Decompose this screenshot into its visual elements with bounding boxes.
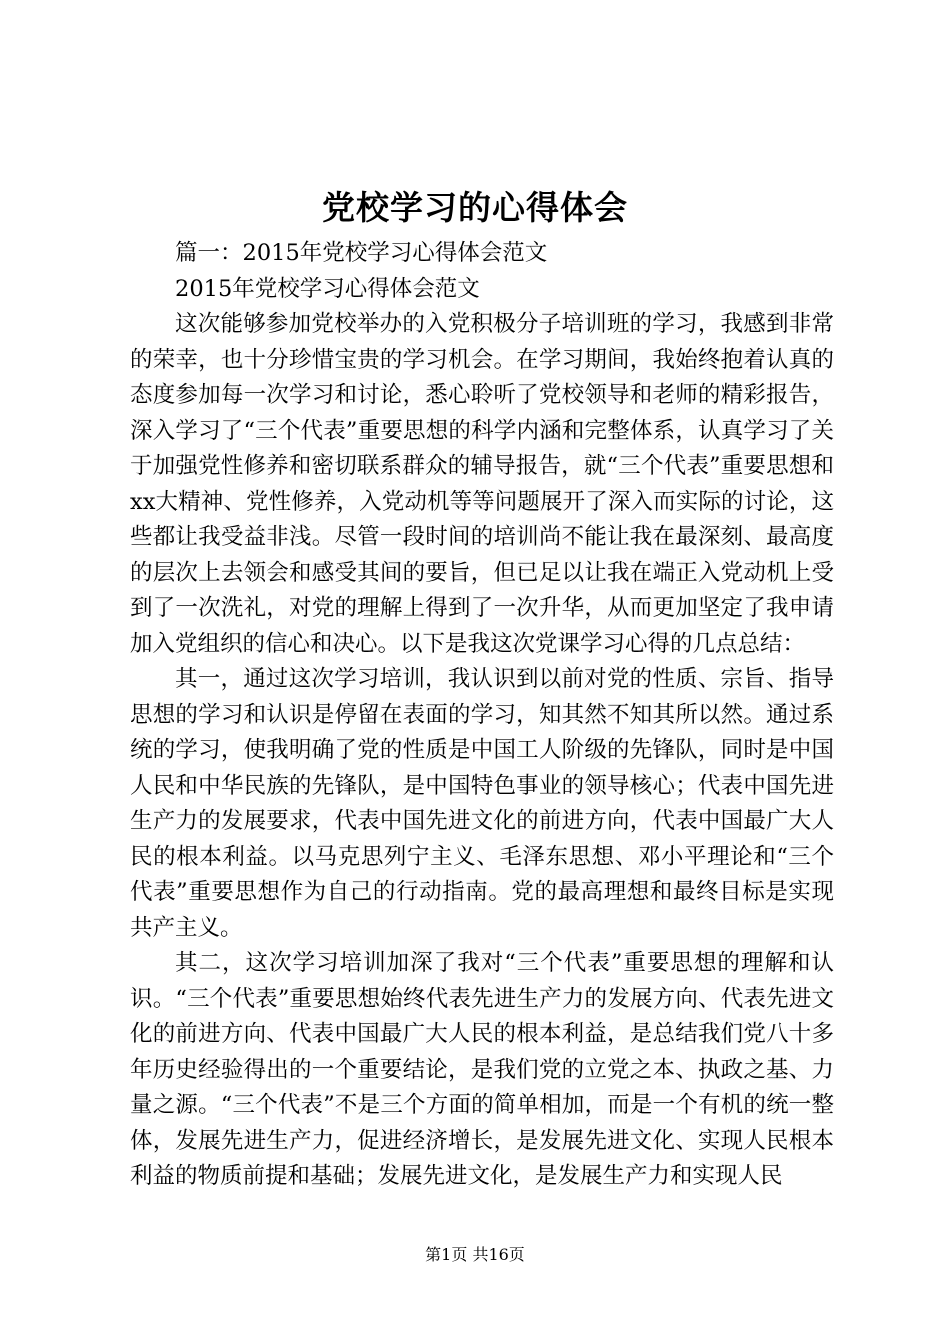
paragraph: 这次能够参加党校举办的入党积极分子培训班的学习，我感到非常的荣幸，也十分珍惜宝贵的学习机会。在学习期间，我始终抱着认真的态度参加每一次学习和讨论，悉心聆听了党校领导和老师的精彩报告，深入学习了“三个代表”重要思想的科学内涵和完整体系，认真学习了关于加强党性修养和密切联系群众的辅导报告，就“三个代表”重要思想和xx大精神、党性修养，入党动机等等问题展开了深入而实际的讨论，这些都让我受益非浅。尽管一段时间的培训尚不能让我在最深刻、最高度的层次上去领会和感受其间的要旨，但已足以让我在端正入党动机上受到了一次洗礼，对党的理解上得到了一次升华，从而更加坚定了我申请加入党组织的信心和决心。以下是我这次党课学习心得的几点总结： <box>130 311 834 657</box>
document-title: 党校学习的心得体会 <box>322 188 628 227</box>
subheading-2: 2015年党校学习心得体会范文 <box>175 275 480 302</box>
subheading-1: 篇一：2015年党校学习心得体会范文 <box>175 240 548 266</box>
paragraph: 其一，通过这次学习培训，我认识到以前对党的性质、宗旨、指导思想的学习和认识是停留在表面的学习，知其然不知其所以然。通过系统的学习，使我明确了党的性质是中国工人阶级的先锋队，同时是中国人民和中华民族的先锋队，是中国特色事业的领导核心；代表中国先进生产力的发展要求，代表中国先进文化的前进方向，代表中国最广大人民的根本利益。以马克思列宁主义、毛泽东思想、邓小平理论和“三个代表”重要思想作为自己的行动指南。党的最高理想和最终目标是实现共产主义。 <box>130 666 834 941</box>
page-footer: 第1页 共16页 <box>425 1245 525 1264</box>
paragraph: 其二，这次学习培训加深了我对“三个代表”重要思想的理解和认识。“三个代表”重要思想始终代表先进生产力的发展方向、代表先进文化的前进方向、代表中国最广大人民的根本利益，是总结我们党八十多年历史经验得出的一个重要结论，是我们党的立党之本、执政之基、力量之源。“三个代表”不是三个方面的简单相加，而是一个有机的统一整体，发展先进生产力，促进经济增长，是发展先进文化、实现人民根本利益的物质前提和基础；发展先进文化，是发展生产力和实现人民 <box>130 950 834 1189</box>
document-body <box>130 236 834 1195</box>
